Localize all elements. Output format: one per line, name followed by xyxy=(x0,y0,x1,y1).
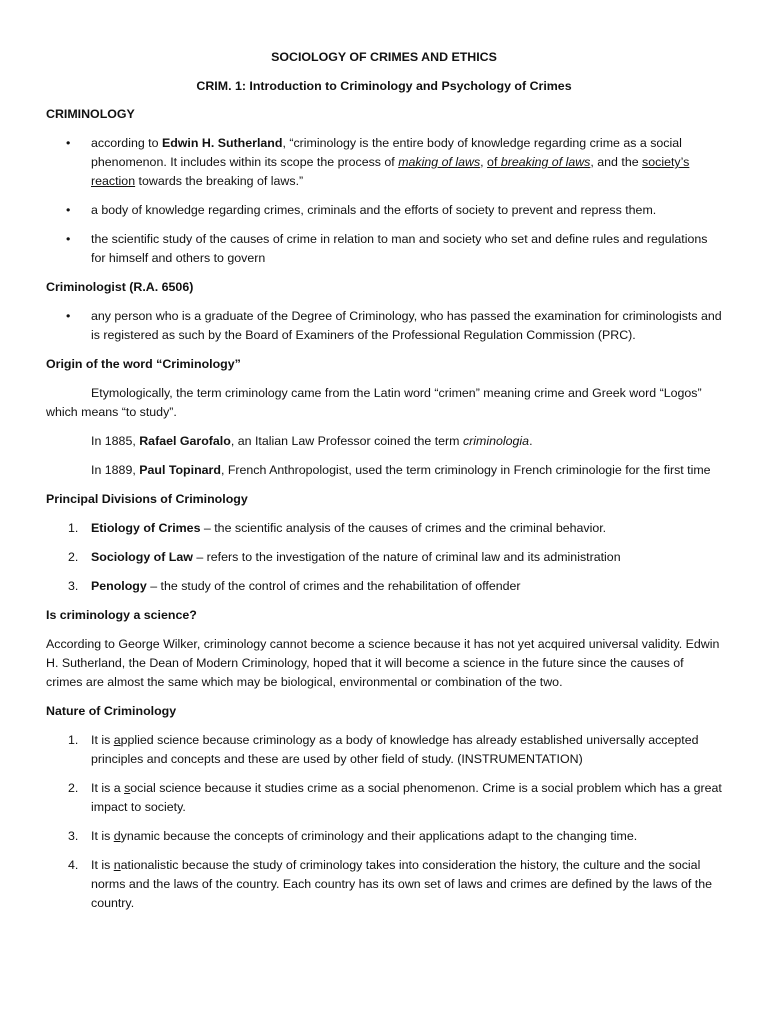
list-item: 4. It is nationalistic because the study of criminology takes into consideration the history, the culture and the social norms and the laws of the country. Each country has its own set of laws and crimes are defined by the laws of the country. xyxy=(68,858,712,910)
nature-list xyxy=(46,731,722,913)
list-item xyxy=(46,230,722,268)
origin-paragraph-topinard: In 1889, Paul Topinard, French Anthropologist, used the term criminology in French criminologie for the first time xyxy=(91,463,711,477)
divisions-list xyxy=(46,519,722,596)
list-item: 1. It is applied science because criminology as a body of knowledge has already established universally accepted principles and concepts and these are used by other field of study. (INSTRUMENTATION) xyxy=(68,733,699,766)
list-item xyxy=(46,134,722,191)
definition-text: the scientific study of the causes of crime in relation to man and society who set and define rules and regulations for himself and others to govern xyxy=(91,232,708,265)
document-title: SOCIOLOGY OF CRIMES AND ETHICS xyxy=(271,50,497,64)
document-page xyxy=(46,48,722,923)
section-heading-nature: Nature of Criminology xyxy=(46,704,177,718)
author-name: Edwin H. Sutherland xyxy=(161,136,283,150)
section-heading-science: Is criminology a science? xyxy=(46,608,197,622)
list-item xyxy=(46,201,722,220)
science-paragraph: According to George Wilker, criminology cannot become a science because it has not yet acquired universal validity. Edwin H. Sutherland, the Dean of Modern Criminology, hoped that it will become a science in the future since the causes of crimes are almost the same which may be biological, environmental or combination of the two. xyxy=(46,637,720,689)
origin-paragraph-garofalo: In 1885, Rafael Garofalo, an Italian Law Professor coined the term criminologia. xyxy=(91,434,533,448)
bullet-icon: • xyxy=(66,309,71,323)
definition-text: a body of knowledge regarding crimes, criminals and the efforts of society to prevent and repress them. xyxy=(91,203,657,217)
section-heading-origin: Origin of the word “Criminology” xyxy=(46,357,241,371)
section-heading-criminology: CRIMINOLOGY xyxy=(46,107,135,121)
list-item: 3. It is dynamic because the concepts of criminology and their applications adapt to the changing time. xyxy=(68,829,638,843)
document-subtitle: CRIM. 1: Introduction to Criminology and Psychology of Crimes xyxy=(196,79,572,93)
definition-text: any person who is a graduate of the Degree of Criminology, who has passed the examination for criminologists and is registered as such by the Board of Examiners of the Professional Regulation Commission (PRC). xyxy=(91,309,722,342)
section-heading-divisions: Principal Divisions of Criminology xyxy=(46,492,248,506)
definition-text: according to Edwin H. Sutherland, “criminology is the entire body of knowledge regarding crime as a social phenomenon. It includes within its scope the process of making of laws, of breaking of laws, and the society’s reaction towards the breaking of laws.” xyxy=(91,136,690,188)
list-item: 3. Penology – the study of the control of crimes and the rehabilitation of offender xyxy=(68,579,521,593)
list-item: 1. Etiology of Crimes – the scientific analysis of the causes of crimes and the criminal behavior. xyxy=(68,521,607,535)
criminology-definitions xyxy=(46,134,722,268)
list-item: 2. It is a social science because it studies crime as a social phenomenon. Crime is a social problem which has a great impact to society. xyxy=(68,781,722,814)
bullet-icon: • xyxy=(66,203,71,217)
criminologist-definitions xyxy=(46,307,722,345)
origin-paragraph-etymology: Etymologically, the term criminology came from the Latin word “crimen” meaning crime and Greek word “Logos” which means “to study”. xyxy=(46,386,702,419)
list-item: 2. Sociology of Law – refers to the investigation of the nature of criminal law and its administration xyxy=(68,550,621,564)
bullet-icon: • xyxy=(66,232,71,246)
bullet-icon: • xyxy=(66,136,71,150)
list-item xyxy=(46,307,722,345)
section-heading-criminologist: Criminologist (R.A. 6506) xyxy=(46,280,194,294)
